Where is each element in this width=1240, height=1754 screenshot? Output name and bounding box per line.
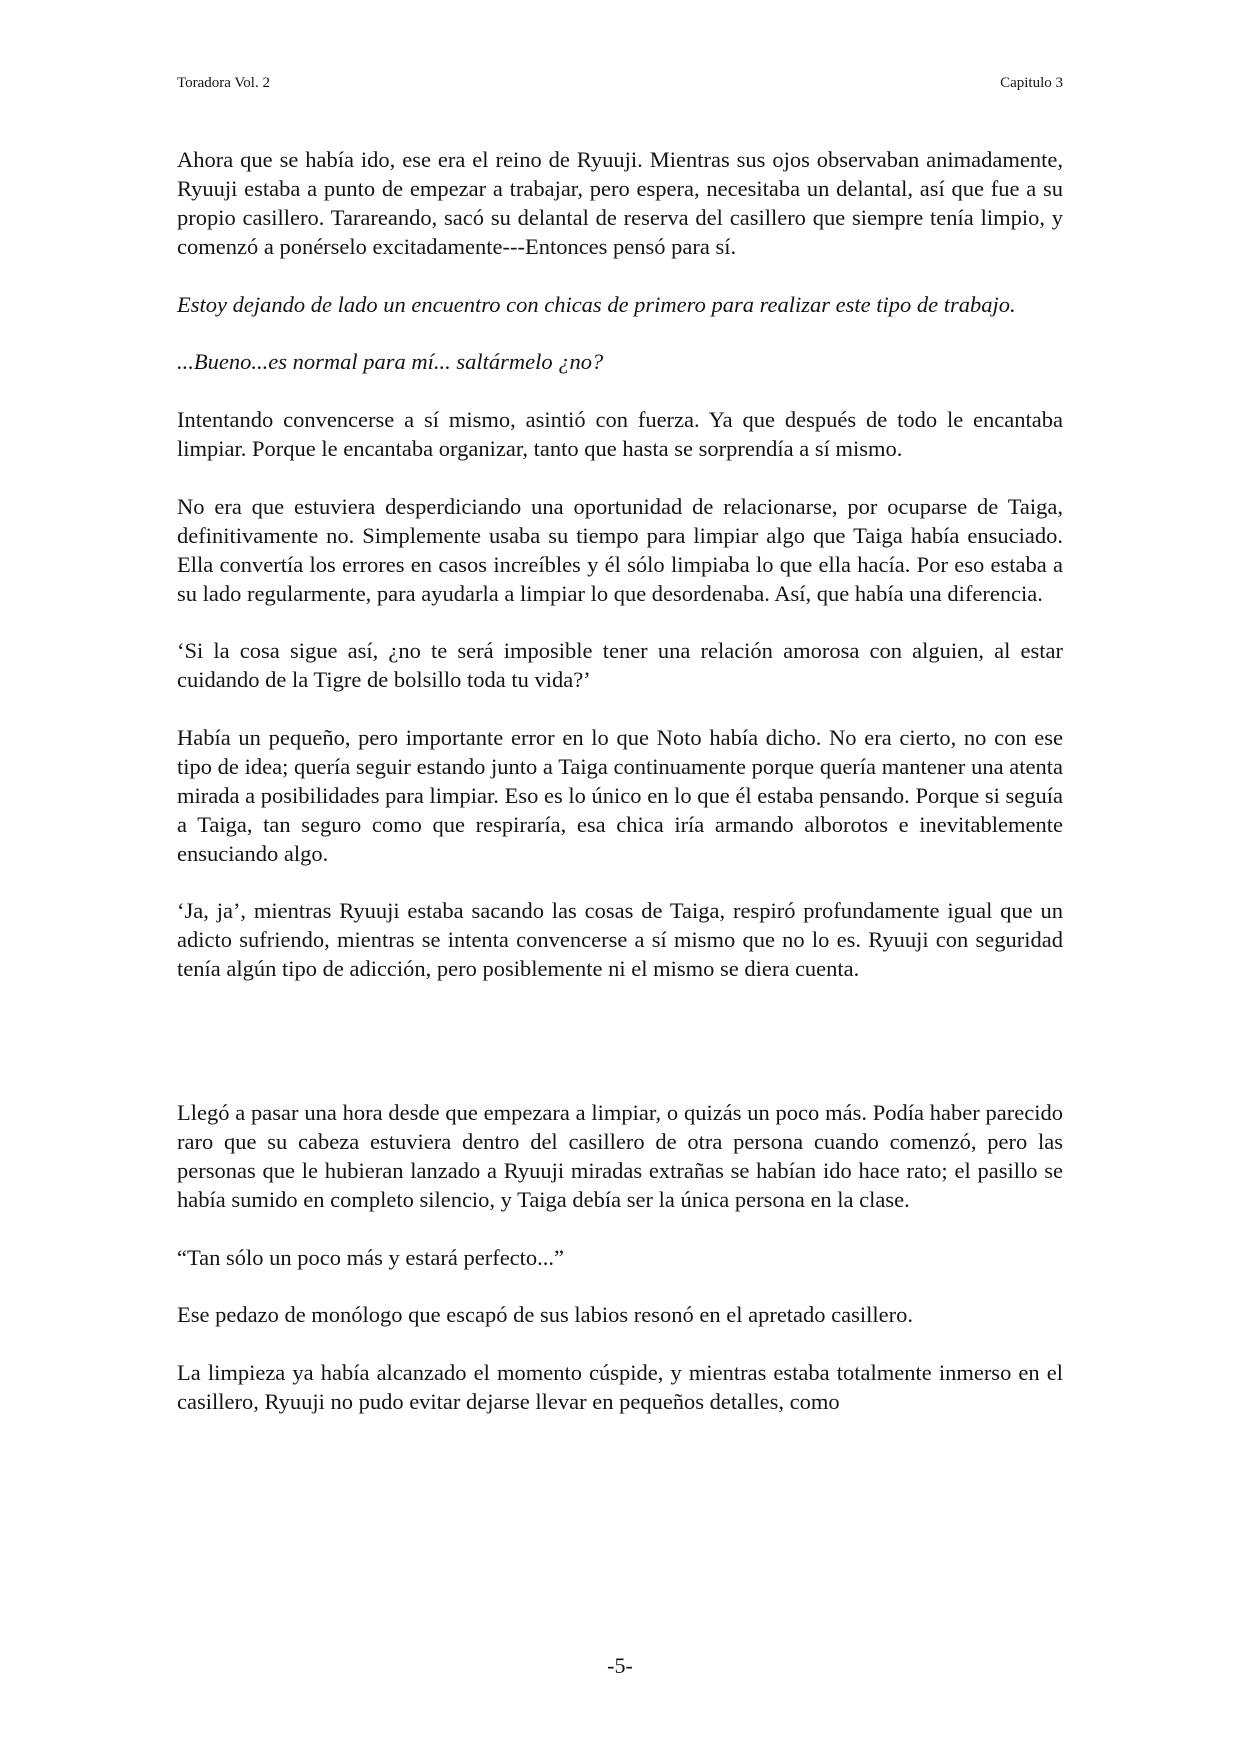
page-number: -5- — [607, 1653, 633, 1678]
header-chapter: Capitulo 3 — [1000, 75, 1063, 91]
paragraph-quote: ‘Si la cosa sigue así, ¿no te será imposible tener una relación amorosa con alguien, al estar cuidando de la Tigre de bolsillo toda tu vida?’ — [177, 638, 1063, 693]
body-text — [177, 146, 1063, 1417]
paragraph: Intentando convencerse a sí mismo, asintió con fuerza. Ya que después de todo le encantaba limpiar. Porque le encantaba organizar, tanto que hasta se sorprendía a sí mismo. — [177, 407, 1063, 462]
paragraph: Llegó a pasar una hora desde que empezara a limpiar, o quizás un poco más. Podía haber parecido raro que su cabeza estuviera dentro del casillero de otra persona cuando comenzó, pero las personas que le hubieran lanzado a Ryuuji miradas extrañas se habían ido hace rato; el pasillo se había sumido en completo silencio, y Taiga debía ser la única persona en la clase. — [177, 1100, 1063, 1212]
paragraph: Había un pequeño, pero importante error en lo que Noto había dicho. No era cierto, no con ese tipo de idea; quería seguir estando junto a Taiga continuamente porque quería mantener una atenta mirada a posibilidades para limpiar. Eso es lo único en lo que él estaba pensando. Porque si seguía a Taiga, tan seguro como que respiraría, esa chica iría armando alborotos e inevitablemente ensuciando algo. — [177, 725, 1063, 866]
paragraph: La limpieza ya había alcanzado el momento cúspide, y mientras estaba totalmente inmerso en el casillero, Ryuuji no pudo evitar dejarse llevar en pequeños detalles, como — [177, 1360, 1063, 1415]
paragraph: No era que estuviera desperdiciando una oportunidad de relacionarse, por ocuparse de Taiga, definitivamente no. Simplemente usaba su tiempo para limpiar algo que Taiga había ensuciado. Ella convertía los errores en casos increíbles y él sólo limpiaba lo que ella hacía. Por eso estaba a su lado regularmente, para ayudarla a limpiar lo que desordenaba. Así, que había una diferencia. — [177, 493, 1063, 606]
paragraph-dialogue: “Tan sólo un poco más y estará perfecto...” — [177, 1244, 565, 1270]
paragraph: Ese pedazo de monólogo que escapó de sus labios resonó en el apretado casillero. — [177, 1302, 914, 1328]
paragraph-thought: Estoy dejando de lado un encuentro con chicas de primero para realizar este tipo de trabajo. — [177, 291, 1016, 317]
paragraph-thought: ...Bueno...es normal para mí... saltármelo ¿no? — [177, 349, 604, 375]
running-header — [177, 74, 1063, 92]
header-book-title: Toradora Vol. 2 — [177, 75, 270, 91]
paragraph: ‘Ja, ja’, mientras Ryuuji estaba sacando las cosas de Taiga, respiró profundamente igual que un adicto sufriendo, mientras se intenta convencerse a sí mismo que no lo es. Ryuuji con seguridad tenía algún tipo de adicción, pero posiblemente ni el mismo se diera cuenta. — [177, 898, 1063, 982]
paragraph: Ahora que se había ido, ese era el reino de Ryuuji. Mientras sus ojos observaban animadamente, Ryuuji estaba a punto de empezar a trabajar, pero espera, necesitaba un delantal, así que fue a su propio casillero. Tarareando, sacó su delantal de reserva del casillero que siempre tenía limpio, y comenzó a ponérselo excitadamente---Entonces pensó para sí. — [177, 147, 1063, 259]
